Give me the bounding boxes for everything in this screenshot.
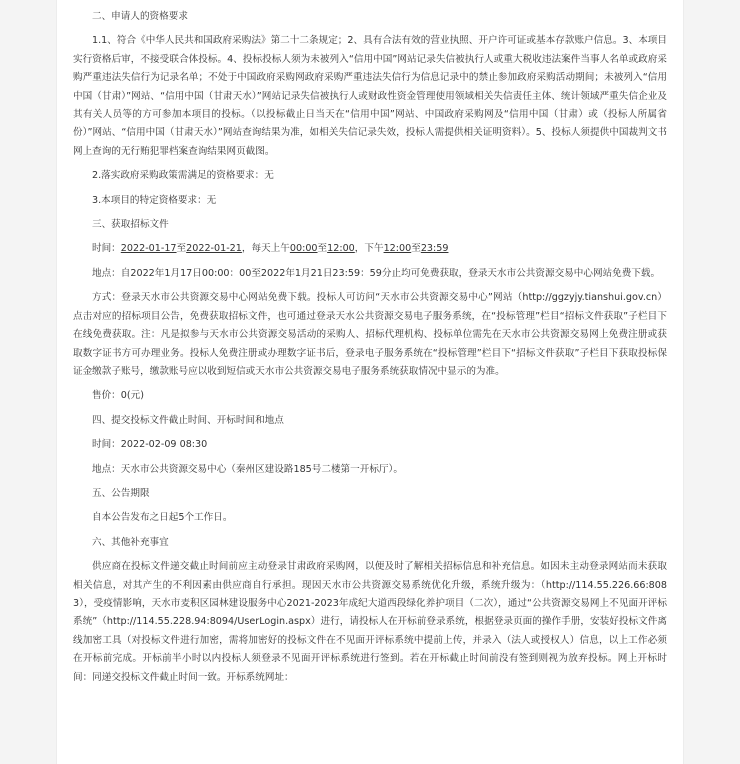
obtain-method: 方式：登录天水市公共资源交易中心网站免费下载。投标人可访问“天水市公共资源交易中心”网站（http://ggzyjy.tianshui.gov.cn）点击对应的招标项目公告，免费获取招标文件，也可通过登录天水公共资源交易电子服务系统，在“投标管理”栏目“招标文件获取”子栏目下在线免费获取。注：凡是拟参与天水市公共资源交易活动的采购人、招标代理机构、投标单位需先在天水市公共资源交易网上免费注册或获取数字证书方可办理业务。投标人免费注册或办理数字证书后，登录电子服务系统在“投标管理”栏目下“招标文件获取”子栏目下获取投标保证金缴款子账号，缴款账号应以收到短信或天水市公共资源交易电子服务系统获取情况中显示的为准。 <box>73 292 667 377</box>
section-heading-deadline: 四、提交投标文件截止时间、开标时间和地点 <box>92 414 284 426</box>
obtain-daily-label: ，每天上午 <box>241 243 290 255</box>
morning-start-time: 00:00 <box>289 243 318 255</box>
specific-requirements: 3.本项目的特定资格要求：无 <box>92 194 217 206</box>
section-heading-other: 六、其他补充事宜 <box>92 536 169 548</box>
afternoon-start-time: 12:00 <box>383 243 412 255</box>
obtain-start-date: 2022-01-17 <box>120 243 177 255</box>
morning-separator: 至 <box>317 243 328 255</box>
policy-requirements: 2.落实政府采购政策需满足的资格要求：无 <box>92 170 274 182</box>
section-heading-obtain-documents: 三、获取招标文件 <box>92 219 169 231</box>
obtain-date-separator: 至 <box>176 243 187 255</box>
section-heading-period: 五、公告期限 <box>92 487 150 499</box>
afternoon-label: ，下午 <box>354 243 384 255</box>
obtain-place: 地点：自2022年1月17日00:00：00至2022年1月21日23:59：59分止均可免费获取，登录天水市公共资源交易中心网站免费下载。 <box>92 267 661 279</box>
section-heading-qualifications: 二、申请人的资格要求 <box>92 11 188 22</box>
afternoon-separator: 至 <box>411 243 421 255</box>
obtain-time-label: 时间： <box>92 243 121 255</box>
qualification-requirements: 1.1、符合《中华人民共和国政府采购法》第二十二条规定；2、具有合法有效的营业执照、开户许可证或基本存款账户信息。3、本项目实行资格后审，不接受联合体投标。4、投标投标人须为未被列入“信用中国”网站记录失信被执行人或重大税收违法案件当事人名单或政府采购严重违法失信行为记录名单；不处于中国政府采购网政府采购严重违法失信行为信息记录中的禁止参加政府采购活动期间；未被列入“信用中国（甘肃）”网站、“信用中国（甘肃天水）”网站记录失信被执行人或财政性资金管理使用领域相关失信责任主体、统计领域严重失信企业及其有关人员等的方可参加本项目的投标。（以投标截止日当天在“信用中国”网站、中国政府采购网及“信用中国（甘肃）或（投标人所属省份）”网站、“信用中国（甘肃天水）”网站查询结果为准，如相关失信记录失效，投标人需提供相关证明资料）。5、投标人须提供中国裁判文书网上查询的无行贿犯罪档案查询结果网页截图。 <box>73 35 667 157</box>
announcement-document <box>56 0 684 764</box>
document-price: 售价：0(元) <box>92 390 144 402</box>
obtain-end-date: 2022-01-21 <box>186 243 242 255</box>
submission-deadline: 时间：2022-02-09 08:30 <box>92 439 208 451</box>
obtain-time <box>73 240 667 258</box>
morning-end-time: 12:00 <box>327 243 355 255</box>
afternoon-end-time: 23:59 <box>420 243 449 255</box>
bid-opening-location: 地点：天水市公共资源交易中心（秦州区建设路185号二楼第一开标厅）。 <box>92 463 403 475</box>
other-matters: 供应商在投标文件递交截止时间前应主动登录甘肃政府采购网，以便及时了解相关招标信息和补充信息。如因未主动登录网站而未获取相关信息，对其产生的不利因素由供应商自行承担。现因天水市公共资源交易系统优化升级，系统升级为：（http://114.55.226.66:8083），受疫情影响，天水市麦积区园林建设服务中心2021-2023年成纪大道西段绿化养护项目（二次），通过“公共资源交易网上不见面开评标系统”（http://114.55.228.94:8094/UserLogin.aspx）进行，请投标人在开标前登录系统，根据登录页面的操作手册，安装好投标文件离线加密工具（对投标文件进行加密，需将加密好的投标文件在不见面开评标系统中提前上传，并录入（法人或授权人）信息，以上工作必须在开标前完成。开标前半小时以内投标人须登录不见面开评标系统进行签到。若在开标截止时间前没有签到则视为放弃投标。网上开标时间：同递交投标文件截止时间一致。开标系统网址： <box>73 561 667 683</box>
announcement-period: 自本公告发布之日起5个工作日。 <box>92 512 233 524</box>
